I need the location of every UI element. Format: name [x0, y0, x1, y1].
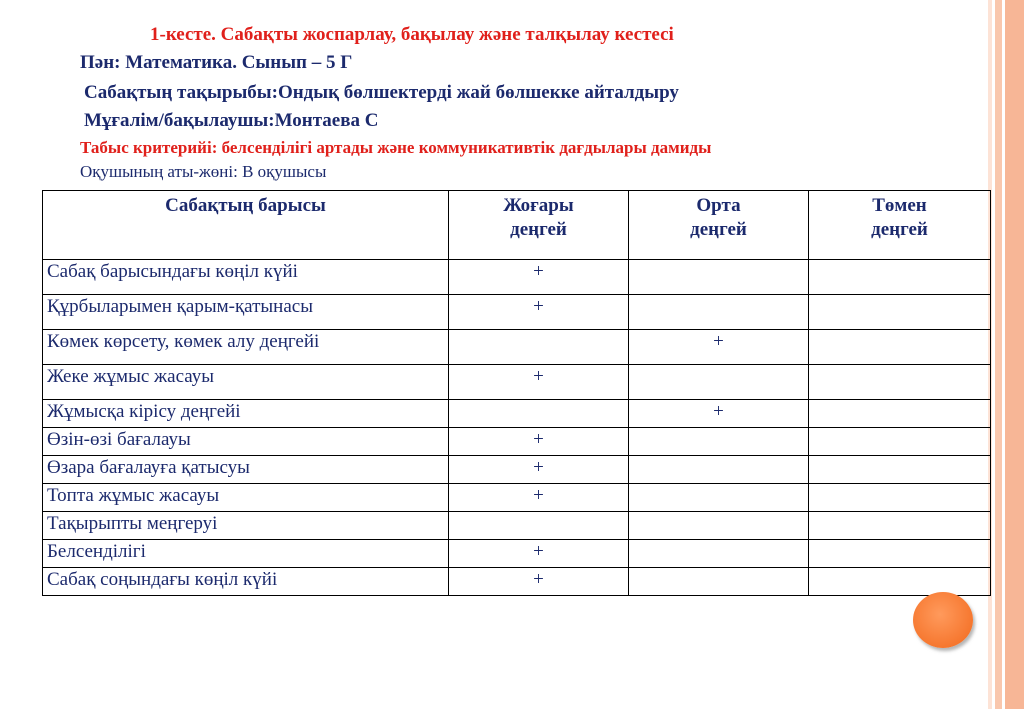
low-level-cell: [809, 260, 991, 295]
mid-level-cell: [629, 456, 809, 484]
col-header-mid-level: [629, 191, 809, 260]
teacher-line: Мұғалім/бақылаушы:Монтаева С: [84, 110, 379, 131]
mid-level-cell: [629, 540, 809, 568]
table-row: [43, 568, 991, 596]
subject-line: Пән: Математика. Сынып – 5 Г: [80, 52, 353, 73]
mid-level-cell: [629, 365, 809, 400]
row-label: Жұмысқа кірісу деңгейі: [43, 400, 449, 428]
col-header-line: деңгей: [690, 219, 747, 240]
table-row: [43, 295, 991, 330]
lesson-topic: Сабақтың тақырыбы:Ондық бөлшектерді жай бөлшекке айталдыру: [84, 82, 679, 103]
decorative-side-stripes: [988, 0, 1024, 709]
row-label: Топта жұмыс жасауы: [43, 484, 449, 512]
row-label: Сабақ барысындағы көңіл күйі: [43, 260, 449, 295]
high-level-cell: +: [449, 540, 629, 568]
low-level-cell: [809, 400, 991, 428]
mid-level-cell: [629, 512, 809, 540]
low-level-cell: [809, 540, 991, 568]
evaluation-table: [42, 190, 991, 596]
table-header-row: [43, 191, 991, 260]
row-label: Өзара бағалауға қатысуы: [43, 456, 449, 484]
col-header-low-level: [809, 191, 991, 260]
row-label: Құрбыларымен қарым-қатынасы: [43, 295, 449, 330]
col-header-line: деңгей: [871, 219, 928, 240]
row-label: Жеке жұмыс жасауы: [43, 365, 449, 400]
row-label: Көмек көрсету, көмек алу деңгейі: [43, 330, 449, 365]
high-level-cell: +: [449, 295, 629, 330]
mid-level-cell: +: [629, 330, 809, 365]
col-header-line: Сабақтың барысы: [165, 195, 326, 216]
success-criteria: Табыс критерийі: белсенділігі артады және коммуникативтік дағдылары дамиды: [80, 138, 712, 157]
high-level-cell: [449, 400, 629, 428]
row-label: Тақырыпты меңгеруі: [43, 512, 449, 540]
mid-level-cell: +: [629, 400, 809, 428]
row-label: Белсенділігі: [43, 540, 449, 568]
low-level-cell: [809, 512, 991, 540]
col-header-lesson-progress: [43, 191, 449, 260]
mid-level-cell: [629, 484, 809, 512]
col-header-line: Төмен: [872, 195, 927, 216]
mid-level-cell: [629, 428, 809, 456]
low-level-cell: [809, 456, 991, 484]
high-level-cell: +: [449, 484, 629, 512]
table-title: 1-кесте. Сабақты жоспарлау, бақылау және талқылау кестесі: [150, 24, 674, 45]
high-level-cell: [449, 512, 629, 540]
col-header-high-level: [449, 191, 629, 260]
mid-level-cell: [629, 260, 809, 295]
low-level-cell: [809, 568, 991, 596]
low-level-cell: [809, 365, 991, 400]
mid-level-cell: [629, 568, 809, 596]
table-row: [43, 400, 991, 428]
low-level-cell: [809, 428, 991, 456]
col-header-line: Орта: [696, 195, 741, 216]
col-header-line: деңгей: [510, 219, 567, 240]
table-row: [43, 428, 991, 456]
table-row: [43, 260, 991, 295]
col-header-line: Жоғары: [503, 195, 574, 216]
table-row: [43, 512, 991, 540]
table-row: [43, 330, 991, 365]
low-level-cell: [809, 484, 991, 512]
table-row: [43, 456, 991, 484]
orange-circle-decoration: [913, 592, 973, 648]
table-row: [43, 540, 991, 568]
table-row: [43, 365, 991, 400]
student-name: Оқушының аты-жөні: В оқушысы: [80, 162, 327, 181]
table-row: [43, 484, 991, 512]
high-level-cell: [449, 330, 629, 365]
mid-level-cell: [629, 295, 809, 330]
row-label: Өзін-өзі бағалауы: [43, 428, 449, 456]
low-level-cell: [809, 295, 991, 330]
low-level-cell: [809, 330, 991, 365]
high-level-cell: +: [449, 365, 629, 400]
high-level-cell: +: [449, 568, 629, 596]
row-label: Сабақ соңындағы көңіл күйі: [43, 568, 449, 596]
high-level-cell: +: [449, 428, 629, 456]
high-level-cell: +: [449, 260, 629, 295]
high-level-cell: +: [449, 456, 629, 484]
